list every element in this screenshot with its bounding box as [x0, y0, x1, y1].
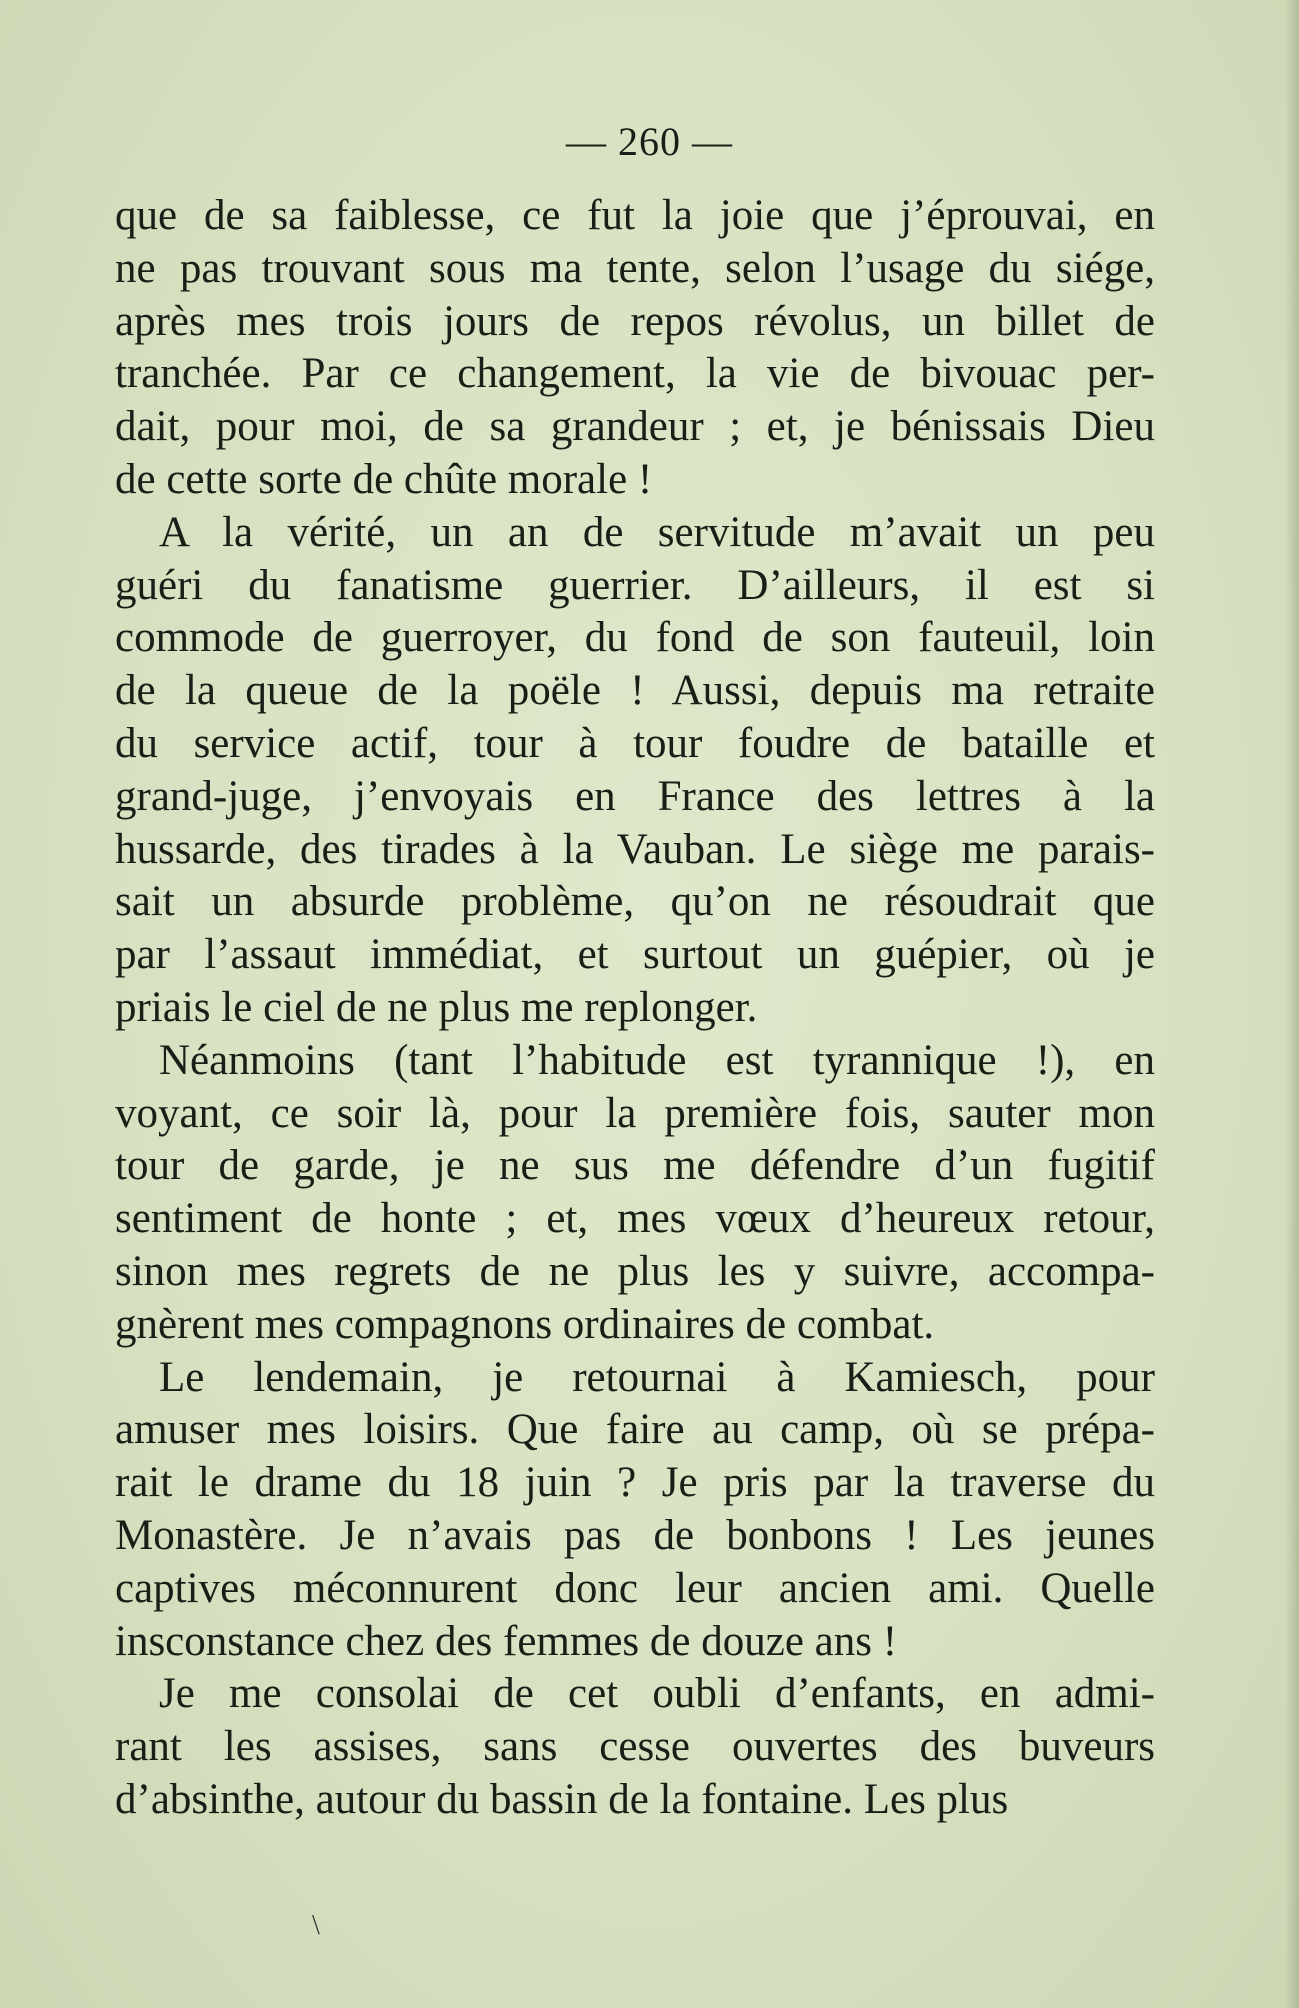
text-line: sinon mes regrets de ne plus les y suivre, accompa- — [115, 1247, 1155, 1295]
text-line: dait, pour moi, de sa grandeur ; et, je bénissais Dieu — [115, 403, 1155, 451]
body-text — [115, 190, 1155, 1827]
paragraph — [115, 1035, 1155, 1352]
text-line: Je me consolai de cet oubli d’enfants, en admi- — [159, 1670, 1155, 1718]
text-line: par l’assaut immédiat, et surtout un guépier, où je — [115, 931, 1155, 979]
text-line: après mes trois jours de repos révolus, un billet de — [115, 297, 1155, 345]
paragraph — [115, 190, 1155, 507]
text-line: amuser mes loisirs. Que faire au camp, où se prépa- — [115, 1406, 1155, 1454]
text-line: grand-juge, j’envoyais en France des lettres à la — [115, 772, 1155, 820]
page-edge-shadow — [1285, 0, 1299, 2008]
text-line: A la vérité, un an de servitude m’avait un peu — [159, 508, 1155, 556]
paragraph — [115, 1668, 1155, 1826]
text-line: de la queue de la poële ! Aussi, depuis ma retraite — [115, 667, 1155, 715]
text-line: rait le drame du 18 juin ? Je pris par la traverse du — [115, 1459, 1155, 1507]
text-line: rant les assises, sans cesse ouvertes des buveurs — [115, 1723, 1155, 1771]
text-line: de cette sorte de chûte morale ! — [115, 455, 653, 503]
text-line: commode de guerroyer, du fond de son fauteuil, loin — [115, 614, 1155, 662]
text-line: sentiment de honte ; et, mes vœux d’heureux retour, — [115, 1195, 1155, 1243]
text-line: Néanmoins (tant l’habitude est tyrannique !), en — [159, 1036, 1155, 1084]
text-line: d’absinthe, autour du bassin de la fontaine. Les plus — [115, 1775, 1009, 1823]
page-number: — 260 — — [566, 119, 733, 164]
text-line: tranchée. Par ce changement, la vie de bivouac per- — [115, 350, 1155, 398]
print-mark: \ — [312, 1910, 320, 1941]
text-line: gnèrent mes compagnons ordinaires de combat. — [115, 1300, 935, 1348]
text-line: priais le ciel de ne plus me replonger. — [115, 983, 758, 1031]
text-line: du service actif, tour à tour foudre de bataille et — [115, 719, 1155, 767]
text-line: guéri du fanatisme guerrier. D’ailleurs, il est si — [115, 561, 1155, 609]
text-line: captives méconnurent donc leur ancien ami. Quelle — [115, 1564, 1155, 1612]
text-line: ne pas trouvant sous ma tente, selon l’usage du siége, — [115, 244, 1155, 292]
text-line: voyant, ce soir là, pour la première fois, sauter mon — [115, 1089, 1155, 1137]
text-line: tour de garde, je ne sus me défendre d’un fugitif — [115, 1142, 1155, 1190]
text-line: sait un absurde problème, qu’on ne résoudrait que — [115, 878, 1155, 926]
text-line: que de sa faiblesse, ce fut la joie que j’éprouvai, en — [115, 192, 1155, 239]
paragraph — [115, 507, 1155, 1035]
text-line: Le lendemain, je retournai à Kamiesch, pour — [159, 1353, 1155, 1401]
text-line: Monastère. Je n’avais pas de bonbons ! Les jeunes — [115, 1511, 1155, 1559]
text-line: hussarde, des tirades à la Vauban. Le siège me parais- — [115, 825, 1155, 873]
text-line: insconstance chez des femmes de douze ans ! — [115, 1617, 898, 1665]
paragraph — [115, 1352, 1155, 1669]
